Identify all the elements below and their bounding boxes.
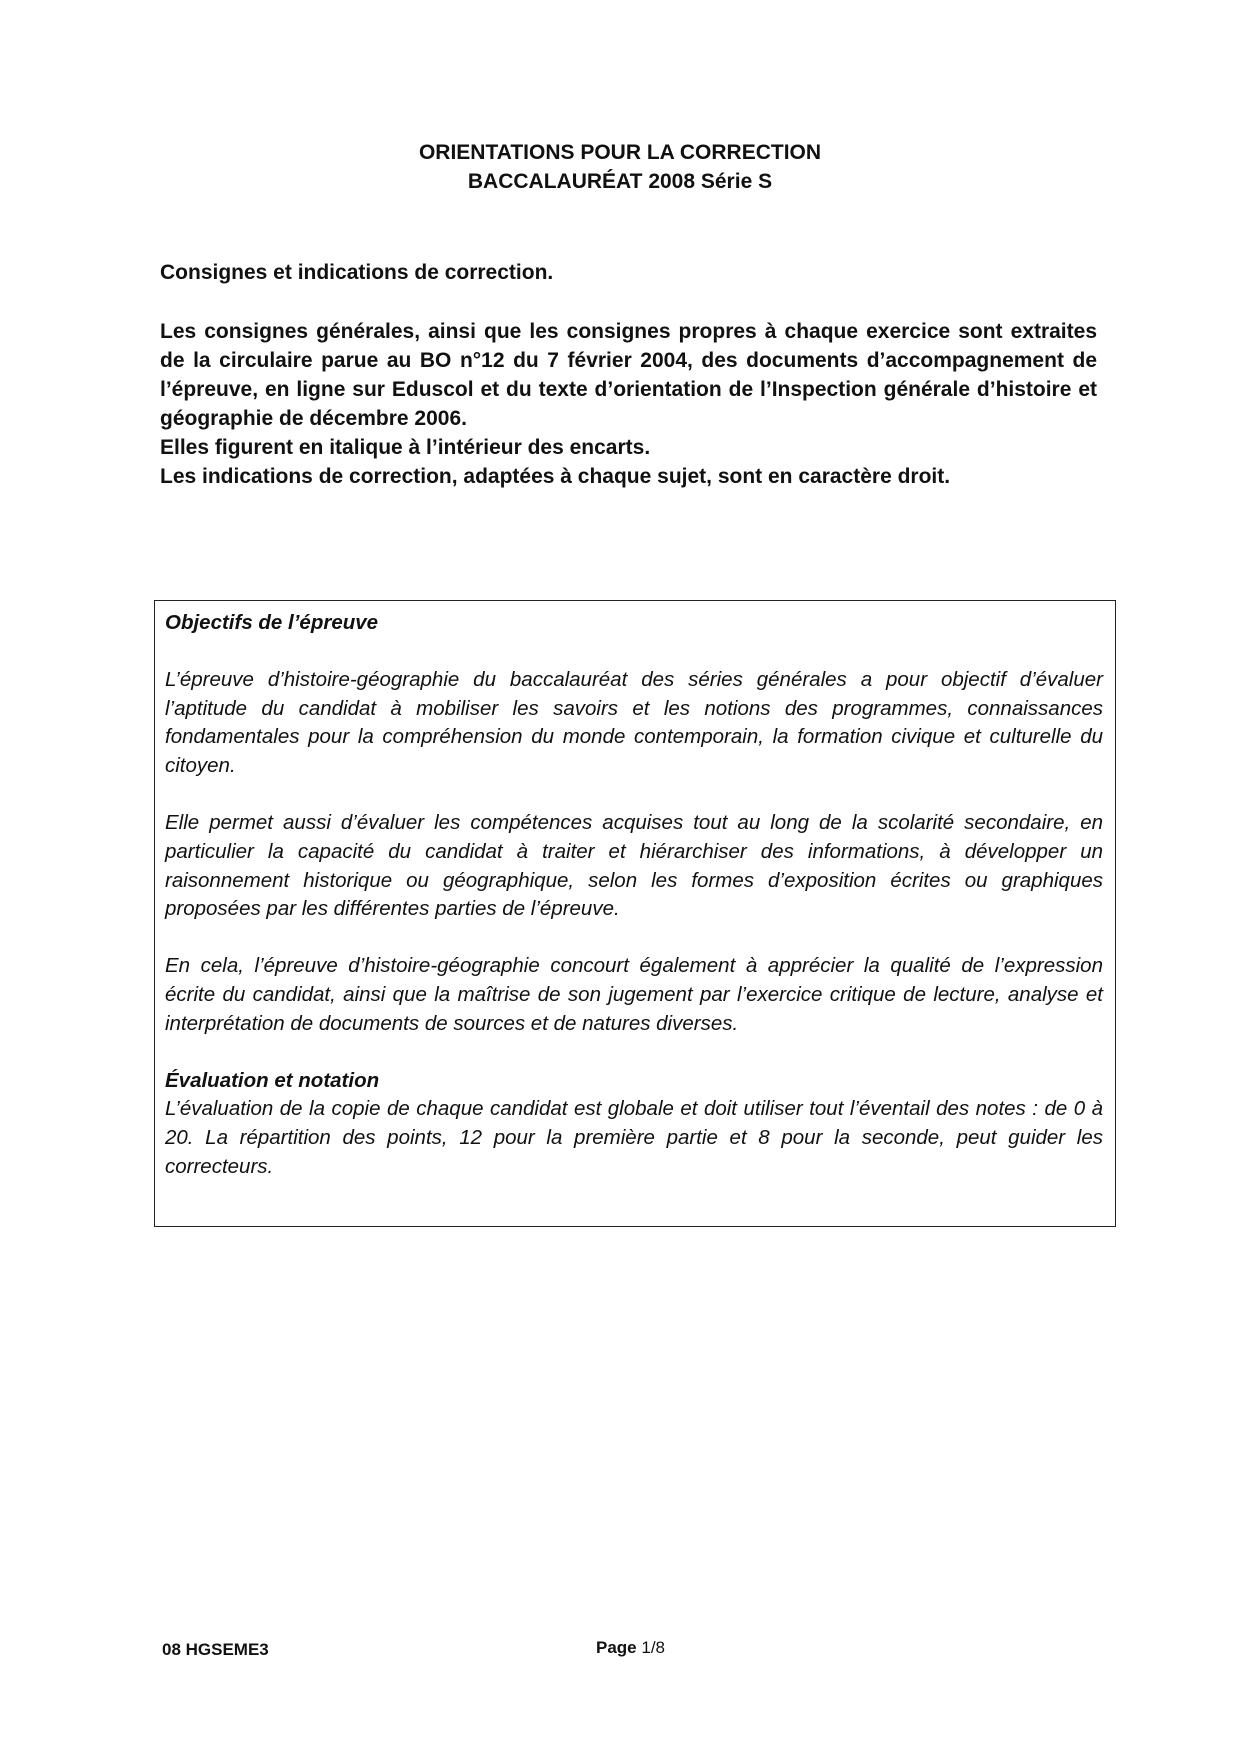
intro-paragraph-3: Les indications de correction, adaptées à chaque sujet, sont en caractère droit. [160,465,951,488]
footer-document-code: 08 HGSEME3 [162,1640,269,1659]
footer-page-number [596,1638,665,1658]
intro-paragraph-1: Les consignes générales, ainsi que les consignes propres à chaque exercice sont extraites de la circulaire parue au BO n°12 du 7 février 2004, des documents d’accompagnement de l’épreuve, en ligne sur Eduscol et du texte d’orientation de l’Inspection générale d’histoire et géographie de décembre 2006. [160,320,1097,430]
objectives-paragraph-2: Elle permet aussi d’évaluer les compétences acquises tout au long de la scolarité secondaire, en particulier la capacité du candidat à traiter et hiérarchiser des informations, à développer un raisonnement historique ou géographique, selon les formes d’exposition écrites ou graphiques proposées par les différentes parties de l’épreuve. [165,810,1103,921]
intro-heading: Consignes et indications de correction. [160,261,554,284]
document-title [0,138,1240,196]
intro-section [160,258,1097,491]
title-line-1: ORIENTATIONS POUR LA CORRECTION [418,141,822,164]
objectives-paragraph-3: En cela, l’épreuve d’histoire-géographie concourt également à apprécier la qualité de l’expression écrite du candidat, ainsi que la maîtrise de son jugement par l’exercice critique de lecture, analyse et interprétation de documents de sources et de natures diverses. [165,954,1103,1035]
evaluation-paragraph: L’évaluation de la copie de chaque candidat est globale et doit utiliser tout l’éventail des notes : de 0 à 20. La répartition des points, 12 pour la première partie et 8 pour la seconde, peut guider les correcteurs. [165,1097,1103,1178]
objectives-paragraph-1: L’épreuve d’histoire-géographie du baccalauréat des séries générales a pour objectif d’évaluer l’aptitude du candidat à mobiliser les savoirs et les notions des programmes, connaissances fondamentales pour la compréhension du monde contemporain, la formation civique et culturelle du citoyen. [165,667,1103,778]
intro-line-2: Elles figurent en italique à l’intérieur des encarts. [160,436,651,459]
page-number: 1/8 [641,1638,666,1657]
objectives-box [154,600,1116,1227]
page-label: Page [596,1638,637,1657]
title-line-2: BACCALAURÉAT 2008 Série S [467,170,773,193]
evaluation-heading: Évaluation et notation [165,1068,380,1092]
objectives-heading: Objectifs de l’épreuve [165,611,379,634]
